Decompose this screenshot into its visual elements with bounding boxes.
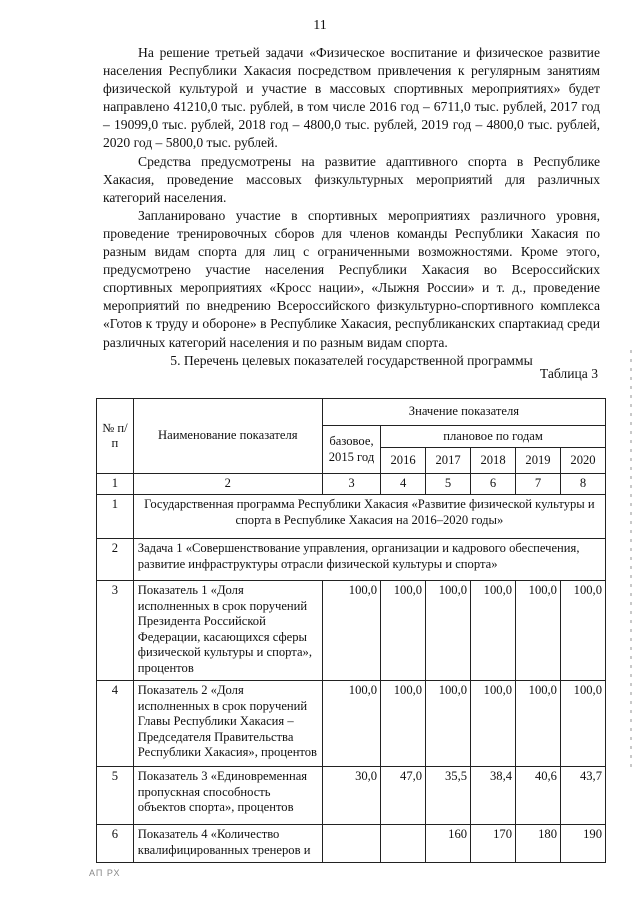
planned-value: 100,0 — [426, 681, 471, 767]
margin-scan-marks — [630, 350, 632, 770]
table-caption: Таблица 3 — [539, 366, 598, 381]
header-value-group: Значение показателя — [322, 399, 605, 426]
planned-value: 190 — [560, 825, 605, 863]
planned-value: 100,0 — [381, 681, 426, 767]
header-base: базовое, 2015 год — [322, 426, 380, 474]
base-value: 100,0 — [322, 681, 380, 767]
table-header-row — [97, 399, 606, 426]
planned-value: 35,5 — [426, 767, 471, 825]
header-planned-group: плановое по годам — [381, 426, 606, 448]
page-number: 11 — [313, 18, 327, 33]
planned-value: 170 — [471, 825, 516, 863]
indicator-name: Показатель 3 «Единовременная пропускная способность объектов спорта», процентов — [133, 767, 322, 825]
base-value: 30,0 — [322, 767, 380, 825]
column-number: 6 — [471, 474, 516, 495]
paragraph: На решение третьей задачи «Физическое воспитание и физическое развитие населения Республики Хакасия посредством привлечения к регулярным занятиям физической культурой и участие в массовых спортивных мероприятиях» будет направлено 41210,0 тыс. рублей, в том числе 2016 год – 6711,0 тыс. рублей, 2017 год – 19099,0 тыс. рублей, 2018 год – 4800,0 тыс. рублей, 2019 год – 4800,0 тыс. рублей, 2020 год – 5800,0 тыс. рублей. — [103, 45, 600, 151]
planned-value: 47,0 — [381, 767, 426, 825]
indicator-name: Показатель 1 «Доля исполненных в срок поручений Президента Российской Федерации, касающихся сферы физической культуры и спорта», процентов — [133, 581, 322, 681]
base-value — [322, 825, 380, 863]
table-row — [97, 539, 606, 581]
task-title: Задача 1 «Совершенствование управления, организации и кадрового обеспечения, развитие инфраструктуры отрасли физической культуры и спорта» — [133, 539, 605, 581]
base-value: 100,0 — [322, 581, 380, 681]
planned-value: 160 — [426, 825, 471, 863]
paragraph: Средства предусмотрены на развитие адаптивного спорта в Республике Хакасия, проведение массовых физкультурных мероприятий для различных категорий населения. — [103, 153, 600, 205]
planned-value: 43,7 — [560, 767, 605, 825]
row-num: 6 — [97, 825, 134, 863]
row-num: 4 — [97, 681, 134, 767]
planned-value: 100,0 — [516, 681, 561, 767]
header-year: 2019 — [516, 448, 561, 474]
header-num: № п/п — [97, 399, 134, 474]
table-row — [97, 825, 606, 863]
planned-value — [381, 825, 426, 863]
planned-value: 100,0 — [471, 681, 516, 767]
column-number: 4 — [381, 474, 426, 495]
program-title: Государственная программа Республики Хакасия «Развитие физической культуры и спорта в Республике Хакасия на 2016–2020 годы» — [133, 495, 605, 539]
table-row — [97, 495, 606, 539]
planned-value: 100,0 — [516, 581, 561, 681]
table-row — [97, 681, 606, 767]
column-number: 7 — [516, 474, 561, 495]
row-num: 1 — [97, 495, 134, 539]
planned-value: 100,0 — [471, 581, 516, 681]
paragraph: Запланировано участие в спортивных мероприятиях различного уровня, проведение тренировочных сборов для членов команды Республики Хакасия по разным видам спорта для лиц с ограниченными возможностями. Кроме этого, предусмотрено участие населения Республики Хакасия во Всероссийских спортивных мероприятиях «Кросс нации», «Лыжня России» и т. д., проведение мероприятий по внедрению Всероссийского физкультурно-спортивного комплекса «Готов к труду и обороне» в Республике Хакасия, республиканских спартакиад среди различных категорий населения и по разным видам спорта. — [103, 207, 600, 350]
row-num: 3 — [97, 581, 134, 681]
header-year: 2017 — [426, 448, 471, 474]
planned-value: 180 — [516, 825, 561, 863]
planned-value: 100,0 — [560, 681, 605, 767]
planned-value: 100,0 — [560, 581, 605, 681]
column-number: 2 — [133, 474, 322, 495]
planned-value: 38,4 — [471, 767, 516, 825]
table-row — [97, 581, 606, 681]
column-number: 1 — [97, 474, 134, 495]
column-number: 8 — [560, 474, 605, 495]
column-number: 5 — [426, 474, 471, 495]
column-number: 3 — [322, 474, 380, 495]
section-heading: 5. Перечень целевых показателей государственной программы — [170, 352, 533, 368]
table-row — [97, 767, 606, 825]
header-year: 2016 — [381, 448, 426, 474]
footer-mark: АП РХ — [89, 868, 121, 878]
header-year: 2020 — [560, 448, 605, 474]
body-text — [103, 44, 600, 370]
row-num: 2 — [97, 539, 134, 581]
indicators-table — [96, 398, 606, 863]
planned-value: 40,6 — [516, 767, 561, 825]
column-number-row — [97, 474, 606, 495]
planned-value: 100,0 — [426, 581, 471, 681]
planned-value: 100,0 — [381, 581, 426, 681]
indicator-name: Показатель 4 «Количество квалифицированных тренеров и — [133, 825, 322, 863]
header-year: 2018 — [471, 448, 516, 474]
header-name: Наименование показателя — [133, 399, 322, 474]
indicator-name: Показатель 2 «Доля исполненных в срок поручений Главы Республики Хакасия – Председателя Правительства Республики Хакасия», процентов — [133, 681, 322, 767]
row-num: 5 — [97, 767, 134, 825]
